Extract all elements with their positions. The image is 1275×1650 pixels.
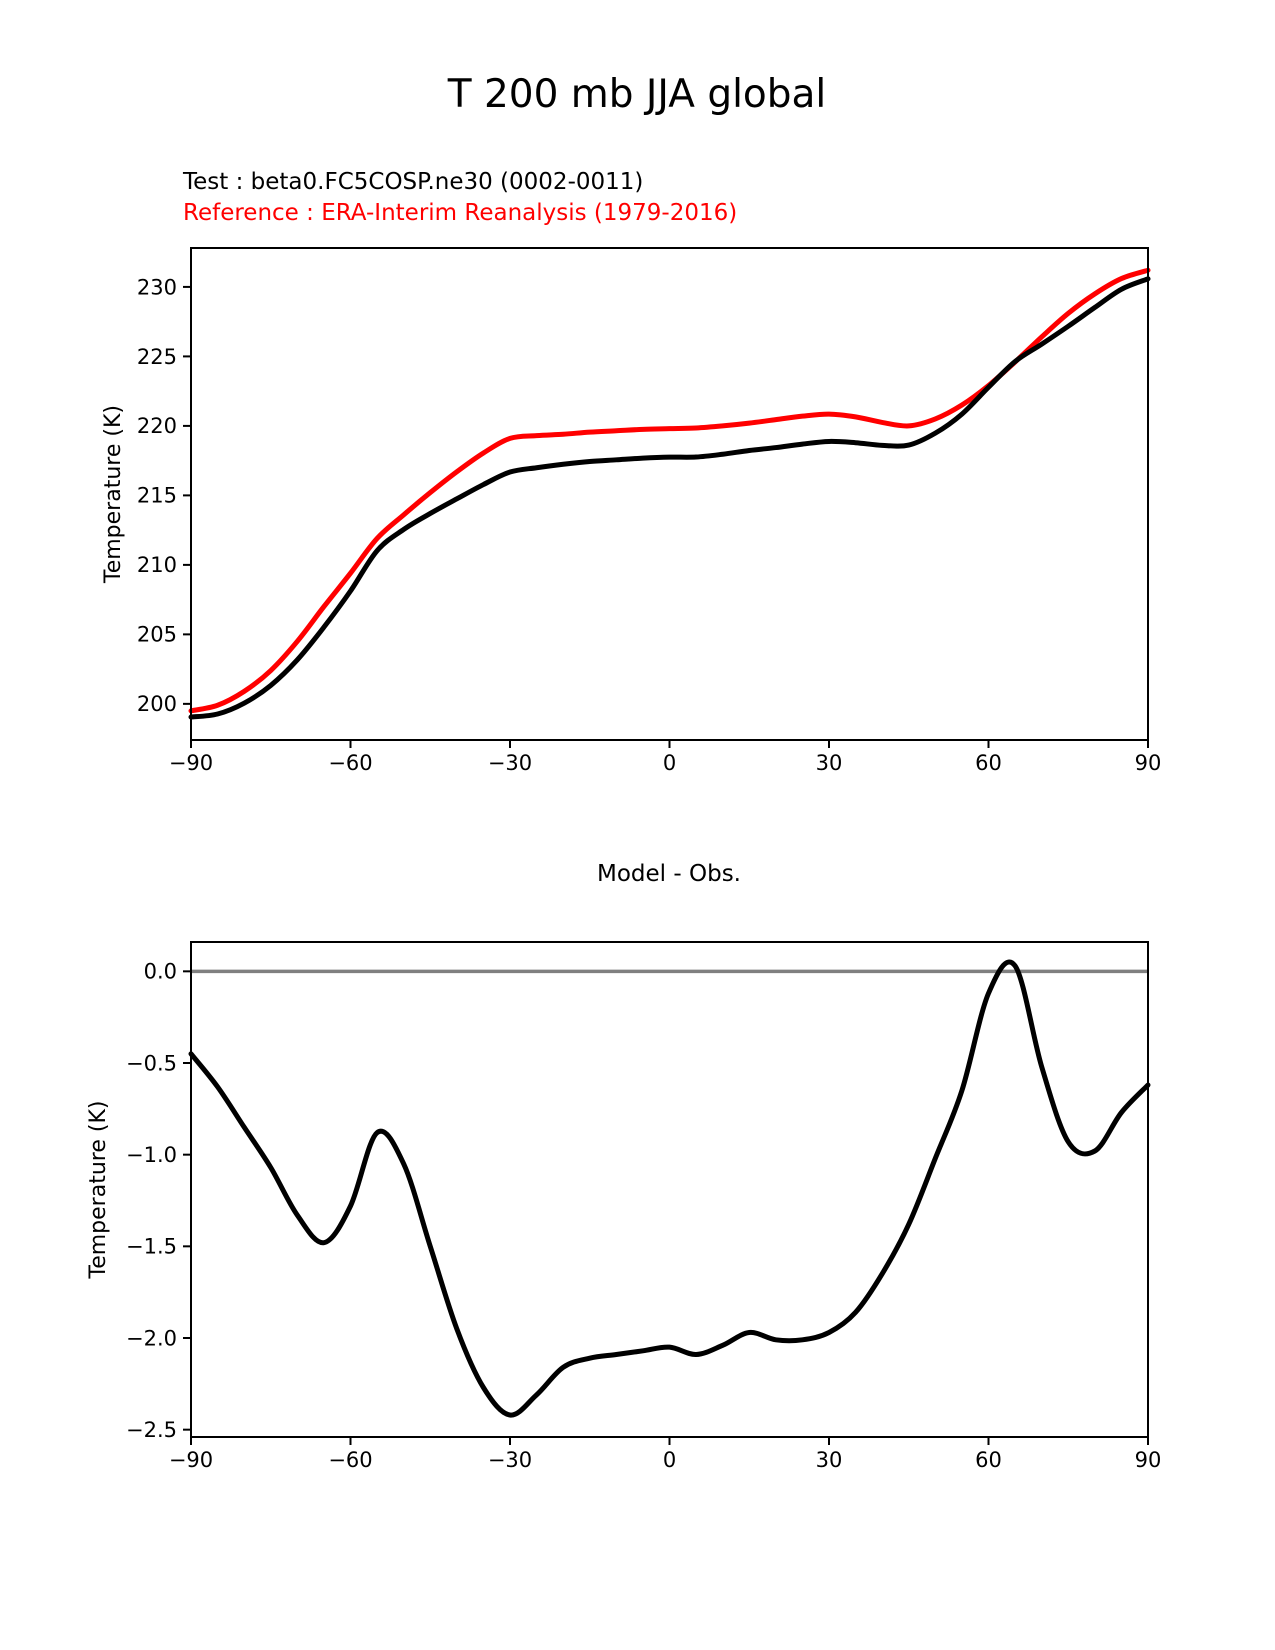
y-tick-label: −1.0 <box>126 1143 177 1168</box>
x-tick-label: −60 <box>328 751 373 776</box>
y-tick-label: 225 <box>136 344 177 369</box>
y-tick-label: 220 <box>136 414 177 439</box>
difference-curve <box>191 962 1148 1415</box>
x-tick-label: 90 <box>1134 1448 1162 1473</box>
temperature-axes <box>137 248 1161 775</box>
temperature-axis-label: Temperature (K) <box>101 405 126 583</box>
y-tick-label: −2.5 <box>126 1418 177 1443</box>
legend-reference-label: Reference : ERA-Interim Reanalysis (1979-2016) <box>183 200 738 226</box>
x-tick-label: −30 <box>487 751 533 776</box>
figure-title: T 200 mb JJA global <box>447 72 827 117</box>
y-tick-label: −0.5 <box>126 1051 177 1076</box>
x-tick-label: 0 <box>662 1448 677 1473</box>
test-curve <box>191 279 1148 717</box>
y-tick-label: 210 <box>136 553 177 578</box>
legend-test-label: Test : beta0.FC5COSP.ne30 (0002-0011) <box>183 169 644 195</box>
axes-box <box>191 942 1148 1437</box>
x-tick-label: −30 <box>487 1448 533 1473</box>
x-tick-label: 90 <box>1134 751 1162 776</box>
y-tick-label: 205 <box>136 622 177 647</box>
y-tick-label: −1.5 <box>126 1234 177 1259</box>
difference-axes <box>126 942 1161 1472</box>
difference-plot-title: Model - Obs. <box>597 861 741 887</box>
y-tick-label: 230 <box>136 275 177 300</box>
difference-axis-label: Temperature (K) <box>86 1100 111 1279</box>
x-tick-label: 30 <box>815 1448 843 1473</box>
x-tick-label: −90 <box>168 1448 214 1473</box>
axes-box <box>191 248 1148 740</box>
y-tick-label: −2.0 <box>126 1326 177 1351</box>
x-tick-label: 60 <box>975 1448 1002 1473</box>
y-tick-label: 215 <box>136 483 177 508</box>
x-tick-label: 60 <box>975 751 1002 776</box>
x-tick-label: 30 <box>815 751 843 776</box>
reference-curve <box>191 270 1148 711</box>
x-tick-label: −90 <box>168 751 214 776</box>
y-tick-label: 0.0 <box>143 959 177 984</box>
y-tick-label: 200 <box>136 692 177 717</box>
x-tick-label: −60 <box>328 1448 373 1473</box>
x-tick-label: 0 <box>662 751 677 776</box>
